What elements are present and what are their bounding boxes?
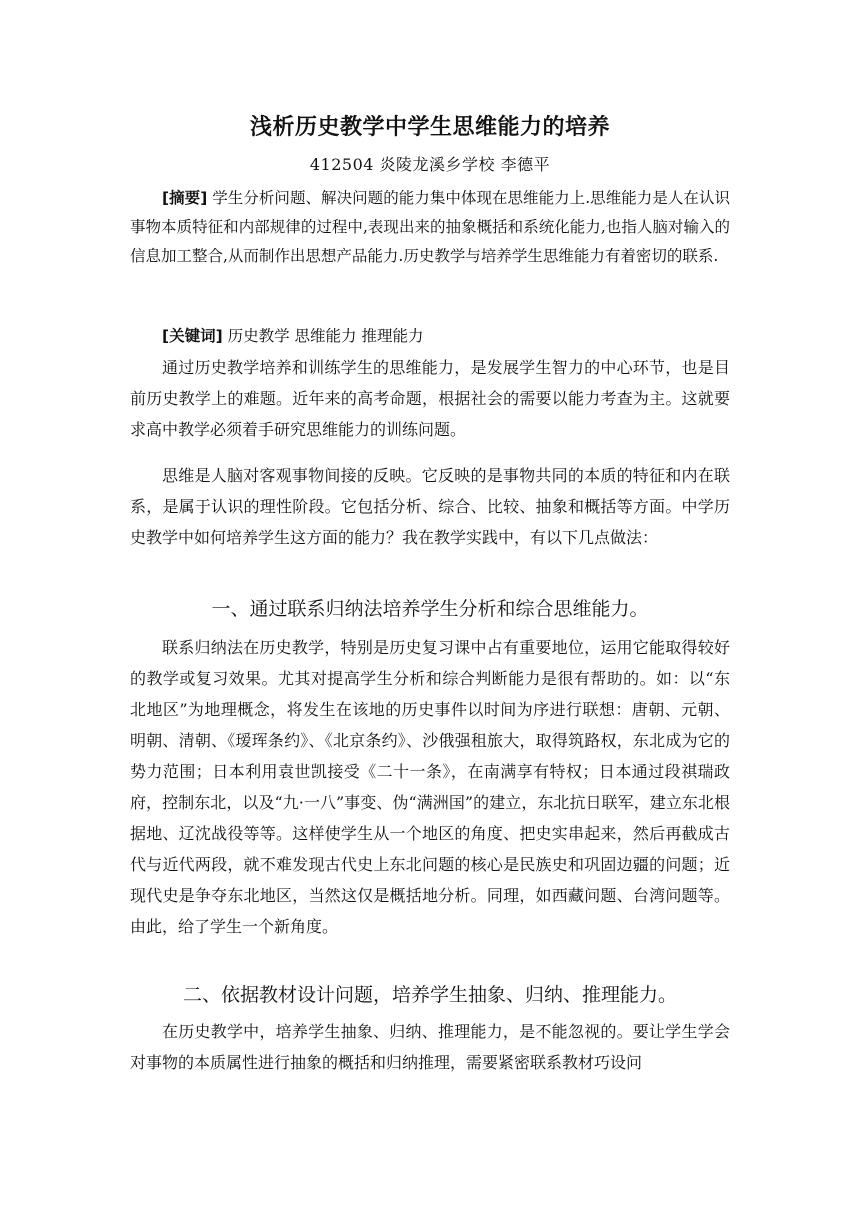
document-title: 浅析历史教学中学生思维能力的培养 [249, 115, 610, 140]
abstract [130, 184, 730, 271]
abstract-label: [摘要] [162, 189, 208, 207]
author-line: 412504 炎陵龙溪乡学校 李德平 [309, 155, 551, 174]
keywords-text: 历史教学 思维能力 推理能力 [222, 327, 424, 345]
section-heading-2: 二、依据教材设计问题，培养学生抽象、归纳、推理能力。 [182, 984, 677, 1006]
paragraph-thinking: 思维是人脑对客观事物间接的反映。它反映的是事物共同的本质的特征和内在联系，是属于认识的理性阶段。它包括分析、综合、比较、抽象和概括等方面。中学历史教学中如何培养学生这方面的能力？我在教学实践中，有以下几点做法： [130, 466, 730, 547]
keywords-label: [关键词] [162, 327, 223, 345]
abstract-text: 学生分析问题、解决问题的能力集中体现在思维能力上.思维能力是人在认识事物本质特征和内部规律的过程中,表现出来的抽象概括和系统化能力,也指人脑对输入的信息加工整合,从而制作出思想产品能力.历史教学与培养学生思维能力有着密切的联系. [130, 189, 731, 265]
paragraph-section-2: 在历史教学中，培养学生抽象、归纳、推理能力，是不能忽视的。要让学生学会对事物的本质属性进行抽象的概括和归纳推理，需要紧密联系教材巧设问 [130, 1022, 730, 1072]
section-heading-1: 一、通过联系归纳法培养学生分析和综合思维能力。 [211, 598, 649, 620]
paragraph-section-1: 联系归纳法在历史教学，特别是历史复习课中占有重要地位，运用它能取得较好的教学或复习效果。尤其对提高学生分析和综合判断能力是很有帮助的。如：以“东北地区”为地理概念，将发生在该地的历史事件以时间为序进行联想：唐朝、元朝、明朝、清朝、《瑷珲条约》、《北京条约》、沙俄强租旅大，取得筑路权，东北成为它的势力范围；日本利用袁世凯接受《二十一条》，在南满享有特权；日本通过段祺瑞政府，控制东北，以及“九·一八”事变、伪“满洲国”的建立，东北抗日联军，建立东北根据地、辽沈战役等等。这样使学生从一个地区的角度、把史实串起来，然后再截成古代与近代两段，就不难发现古代史上东北问题的核心是民族史和巩固边疆的问题；近现代史是争夺东北地区，当然这仅是概括地分析。同理，如西藏问题、台湾问题等。由此，给了学生一个新角度。 [130, 638, 730, 936]
paragraph-intro: 通过历史教学培养和训练学生的思维能力，是发展学生智力的中心环节，也是目前历史教学上的难题。近年来的高考命题，根据社会的需要以能力考查为主。这就要求高中教学必须着手研究思维能力的训练问题。 [130, 358, 730, 439]
keywords [130, 322, 730, 351]
